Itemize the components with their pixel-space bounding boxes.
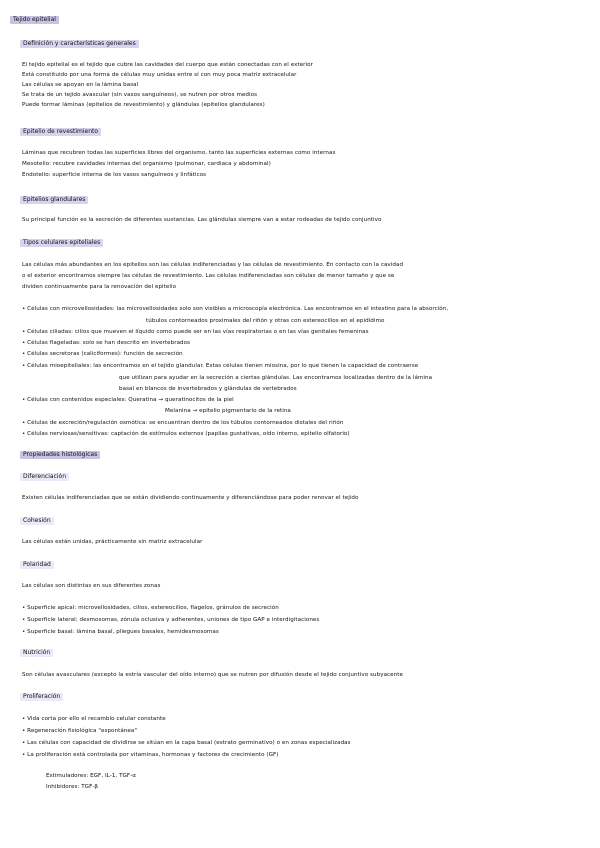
text-line: túbulos contorneados proximales del riñón y otras con estereocilios en el epidídimo — [146, 318, 385, 324]
section-heading-propiedades: Propiedades histológicas — [20, 451, 100, 459]
section-heading-tipos: Tipos celulares epiteliales — [20, 239, 103, 247]
text-line: • Células de excreción/regulación osmótica: se encuentran dentro de los túbulos contorneados distales del riñón — [22, 420, 344, 426]
section-heading-glandulares: Epitelios glandulares — [20, 196, 88, 204]
text-line: Puede formar láminas (epitelios de revestimiento) y glándulas (epitelios glandulares) — [22, 102, 265, 108]
text-line: • Células con microvellosidades: las microvellosidades solo son visibles a microscopía electrónica. Las encontramos en el intestino para la absorción, — [22, 306, 449, 312]
text-line: Melanina → epitelio pigmentario de la retina — [165, 408, 291, 414]
text-line: • Superficie apical: microvellosidades, cilios, estereocilios, flagelos, gránulos de secreción — [22, 605, 279, 611]
page-title: Tejido epitelial — [10, 16, 59, 24]
text-line: Las células son distintas en sus diferentes zonas — [22, 583, 161, 589]
text-line: • Células flageladas: solo se han descrito en invertebrados — [22, 340, 191, 346]
text-line: Existen células indiferenciadas que se están dividiendo continuamente y diferenciándose para poder renovar el tejido — [22, 495, 359, 501]
text-line: Se trata de un tejido avascular (sin vasos sanguíneos), se nutren por otros medios — [22, 92, 258, 98]
text-line: dividen continuamente para la renovación del epitelio — [22, 284, 177, 290]
text-line: Láminas que recubren todas las superficies libres del organismo, tanto las superficies externas como internas — [22, 150, 336, 156]
text-line: • Las células con capacidad de dividirse se sitúan en la capa basal (estrato germinativo) o en zonas especializadas — [22, 740, 351, 746]
text-line: o el exterior encontramos siempre las células de revestimiento. Las células indiferenciadas son células de menor tamaño y que se — [22, 273, 395, 279]
section-heading-polaridad: Polaridad — [20, 561, 54, 569]
text-line: Son células avasculares (excepto la estría vascular del oído interno) que se nutren por difusión desde el tejido conjuntivo subyacente — [22, 672, 403, 678]
text-line: • Células ciliadas: cilios que mueven el líquido como puede ser en las vías respiratorias o en las vías genitales femeninas — [22, 329, 369, 335]
text-line: Endotelio: superficie interna de los vasos sanguíneos y linfáticos — [22, 172, 207, 178]
text-line: basal en blancos de invertebrados y glándulas de vertebrados — [119, 386, 297, 392]
text-line: • Superficie basal: lámina basal, pliegues basales, hemidesmosomas — [22, 629, 219, 635]
text-line: • Regeneración fisiológica "espontánea" — [22, 728, 138, 734]
text-line: • Células con contenidos especiales: Queratina → queratinocitos de la piel — [22, 397, 234, 403]
text-line: • La proliferación está controlada por vitaminas, hormonas y factores de crecimiento (GF) — [22, 752, 279, 758]
text-line: Las células más abundantes en los epitelios son las células indiferenciadas y las células de revestimiento. En contacto con la cavidad — [22, 262, 404, 268]
text-line: • Superficie lateral: desmosomas, zónula oclusiva y adherentes, uniones de tipo GAP e interdigitaciones — [22, 617, 320, 623]
text-line: Las células están unidas, prácticamente sin matriz extracelular — [22, 539, 203, 545]
section-heading-proliferacion: Proliferación — [20, 693, 63, 701]
text-line: Las células se apoyan en la lámina basal — [22, 82, 139, 88]
text-line: • Vida corta por ello el recambio celular constante — [22, 716, 166, 722]
section-heading-revestimiento: Epitelio de revestimiento — [20, 128, 101, 136]
text-line: • Células secretoras (caliciformes): función de secreción — [22, 351, 183, 357]
text-line: El tejido epitelial es el tejido que cubre las cavidades del cuerpo que están conectadas con el exterior — [22, 62, 313, 68]
section-heading-diferenciacion: Diferenciación — [20, 473, 69, 481]
section-heading-nutricion: Nutrición — [20, 649, 53, 657]
text-line: que utilizan para ayudar en la secreción a ciertas glándulas. Las encontramos localizadas dentro de la lámina — [119, 375, 433, 381]
text-line: Estimuladores: EGF, IL-1, TGF-α — [46, 773, 137, 779]
text-line: • Células mioepiteliales: las encontramos en el tejido glandular. Estas células tienen miosina, por lo que tienen la capacidad de contraerse — [22, 363, 419, 369]
text-line: Su principal función es la secreción de diferentes sustancias. Las glándulas siempre van a estar rodeadas de tejido conjuntivo — [22, 217, 382, 223]
section-heading-definicion: Definición y características generales — [20, 40, 139, 48]
section-heading-cohesion: Cohesión — [20, 517, 54, 525]
text-line: Mesotelio: recubre cavidades internas del organismo (pulmonar, cardiaca y abdominal) — [22, 161, 271, 167]
text-line: • Células nerviosas/sensitivas: captación de estímulos externos (papilas gustativas, oído interno, epitelio olfatorio) — [22, 431, 350, 437]
text-line: Está constituido por una forma de células muy unidas entre sí con muy poca matriz extracelular — [22, 72, 297, 78]
text-line: Inhibidores: TGF-β — [46, 784, 99, 790]
